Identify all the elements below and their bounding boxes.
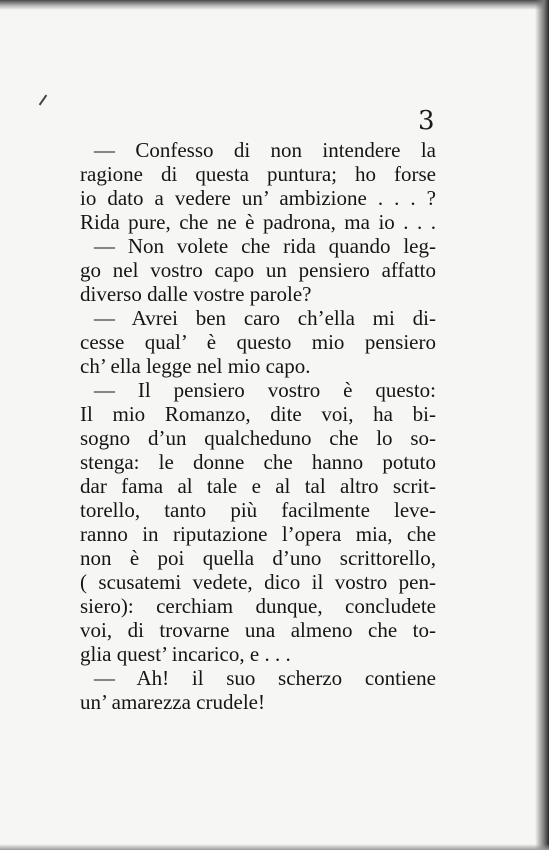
text-line: non è poi quella d’uno scrittorello, bbox=[80, 546, 436, 570]
text-line: diverso dalle vostre parole? bbox=[80, 282, 312, 306]
text-line: stenga: le donne che hanno potuto bbox=[80, 450, 436, 474]
text-line: — Avrei ben caro ch’ella mi di- bbox=[94, 306, 436, 330]
text-line: io dato a vedere un’ ambizione . . . ? bbox=[80, 186, 436, 210]
text-line: dar fama al tale e al tal altro scrit- bbox=[80, 474, 436, 498]
page-top-shadow bbox=[0, 0, 549, 10]
page-body-text bbox=[80, 138, 436, 714]
text-line: Il mio Romanzo, dite voi, ha bi- bbox=[80, 402, 436, 426]
text-line: — Ah! il suo scherzo contiene bbox=[94, 666, 436, 690]
page-right-shadow bbox=[535, 0, 549, 850]
text-line: voi, di trovarne una almeno che to- bbox=[80, 618, 436, 642]
text-line: — Confesso di non intendere la bbox=[94, 138, 436, 162]
text-line: ranno in riputazione l’opera mia, che bbox=[80, 522, 436, 546]
text-line: ch’ ella legge nel mio capo. bbox=[80, 354, 311, 378]
text-line: torello, tanto più facilmente leve- bbox=[80, 498, 436, 522]
text-line: sogno d’un qualcheduno che lo so- bbox=[80, 426, 436, 450]
text-line: go nel vostro capo un pensiero affatto bbox=[80, 258, 436, 282]
text-line: — Il pensiero vostro è questo: bbox=[94, 378, 436, 402]
text-line: Rida pure, che ne è padrona, ma io . . . bbox=[80, 210, 436, 234]
text-line: ragione di questa puntura; ho forse bbox=[80, 162, 436, 186]
ink-speck bbox=[39, 95, 48, 106]
page-bottom-shadow bbox=[0, 844, 549, 850]
page-number: 3 bbox=[418, 106, 435, 136]
text-line: un’ amarezza crudele! bbox=[80, 690, 265, 714]
text-line: — Non volete che rida quando leg- bbox=[94, 234, 436, 258]
text-line: ( scusatemi vedete, dico il vostro pen- bbox=[80, 570, 436, 594]
text-line: cesse qual’ è questo mio pensiero bbox=[80, 330, 436, 354]
text-line: siero): cerchiam dunque, concludete bbox=[80, 594, 436, 618]
text-line: glia quest’ incarico, e . . . bbox=[80, 642, 291, 666]
